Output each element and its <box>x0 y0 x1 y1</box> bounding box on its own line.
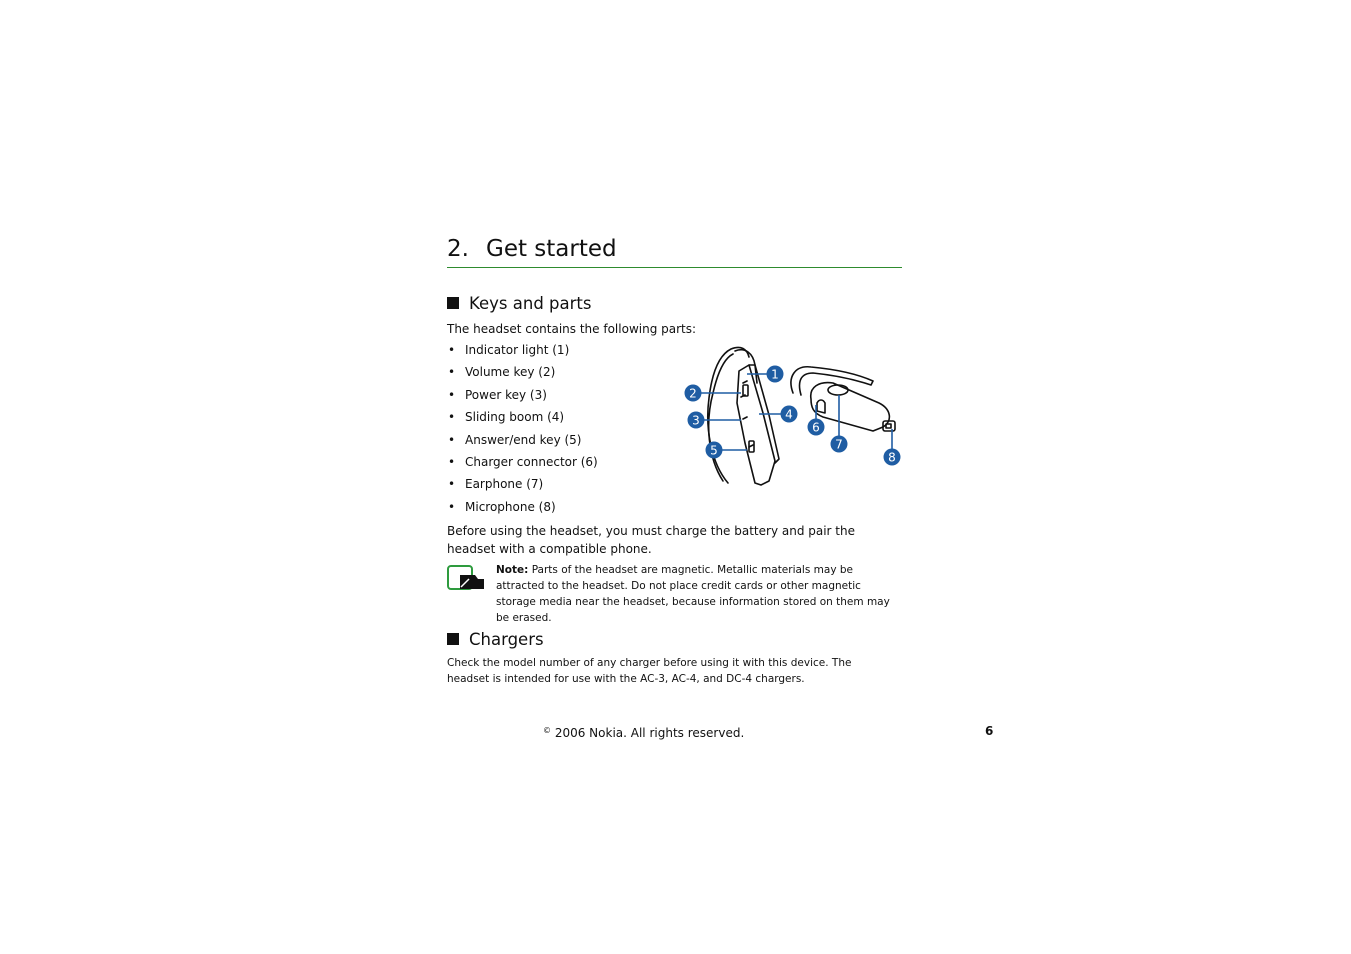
part-label: Charger connector (6) <box>465 454 598 469</box>
svg-text:2: 2 <box>689 386 697 401</box>
bullet-icon: • <box>448 343 456 357</box>
callout-3 <box>688 412 705 429</box>
chargers-body: Check the model number of any charger before using it with this device. The headset is intended for use with the AC-3, AC-4, and DC-4 chargers. <box>447 657 852 685</box>
chapter-number: 2. <box>447 236 469 262</box>
list-item <box>447 363 598 385</box>
callout-2 <box>685 385 702 402</box>
copyright-symbol: © <box>543 726 551 735</box>
bullet-icon: • <box>448 477 456 492</box>
svg-text:6: 6 <box>812 420 820 435</box>
svg-text:3: 3 <box>692 413 700 428</box>
list-item <box>447 475 598 497</box>
list-item <box>447 341 598 363</box>
chapter-title-text: Get started <box>486 236 617 262</box>
footer-copyright <box>543 723 744 741</box>
keys-intro: The headset contains the following parts: <box>447 322 697 336</box>
bullet-icon: • <box>448 432 456 447</box>
headset-front-view <box>791 367 895 431</box>
note-body: Parts of the headset are magnetic. Metallic materials may be attracted to the headset. Do not place credit cards or other magnetic storage media near the headset, because information stored on them may be erased. <box>496 564 890 624</box>
copyright-text: 2006 Nokia. All rights reserved. <box>554 726 745 740</box>
part-label: Sliding boom (4) <box>465 410 565 425</box>
note-label: Note: <box>496 564 529 576</box>
list-item <box>447 453 598 475</box>
section-square-icon <box>447 297 459 309</box>
headset-illustration <box>683 343 905 488</box>
svg-text:4: 4 <box>785 407 793 422</box>
list-item <box>447 386 598 408</box>
section-square-icon <box>447 633 459 645</box>
section-heading-chargers-text: Chargers <box>469 630 544 649</box>
part-label: Microphone (8) <box>465 499 556 514</box>
svg-text:8: 8 <box>888 450 896 465</box>
bullet-icon: • <box>448 387 456 402</box>
list-item <box>447 431 598 453</box>
chapter-title <box>447 234 902 268</box>
section-heading-chargers <box>447 630 544 650</box>
list-item <box>447 408 598 430</box>
keys-after-text: Before using the headset, you must charge the battery and pair the headset with a compatible phone. <box>447 524 855 556</box>
callout-5 <box>706 442 723 459</box>
svg-text:5: 5 <box>710 443 718 458</box>
part-label: Answer/end key (5) <box>465 432 582 447</box>
callout-4 <box>781 406 798 423</box>
page-number: 6 <box>985 724 994 738</box>
section-heading-keys-text: Keys and parts <box>469 294 592 313</box>
part-label: Volume key (2) <box>465 365 556 380</box>
note-icon <box>447 565 485 591</box>
svg-text:1: 1 <box>771 367 779 382</box>
headset-side-view <box>708 347 779 485</box>
callout-7 <box>831 436 848 453</box>
section-heading-keys <box>447 294 591 314</box>
bullet-icon: • <box>448 365 456 380</box>
bullet-icon: • <box>448 410 456 425</box>
callout-6 <box>808 419 825 436</box>
parts-list <box>447 341 598 520</box>
callout-1 <box>767 366 784 383</box>
svg-text:7: 7 <box>835 437 843 452</box>
list-item <box>447 498 598 520</box>
part-label: Power key (3) <box>465 387 547 402</box>
bullet-icon: • <box>448 499 456 514</box>
part-label: Earphone (7) <box>465 477 544 492</box>
callout-8 <box>884 449 901 466</box>
bullet-icon: • <box>448 454 456 469</box>
note-text <box>496 562 904 626</box>
part-label: Indicator light (1) <box>465 343 570 357</box>
